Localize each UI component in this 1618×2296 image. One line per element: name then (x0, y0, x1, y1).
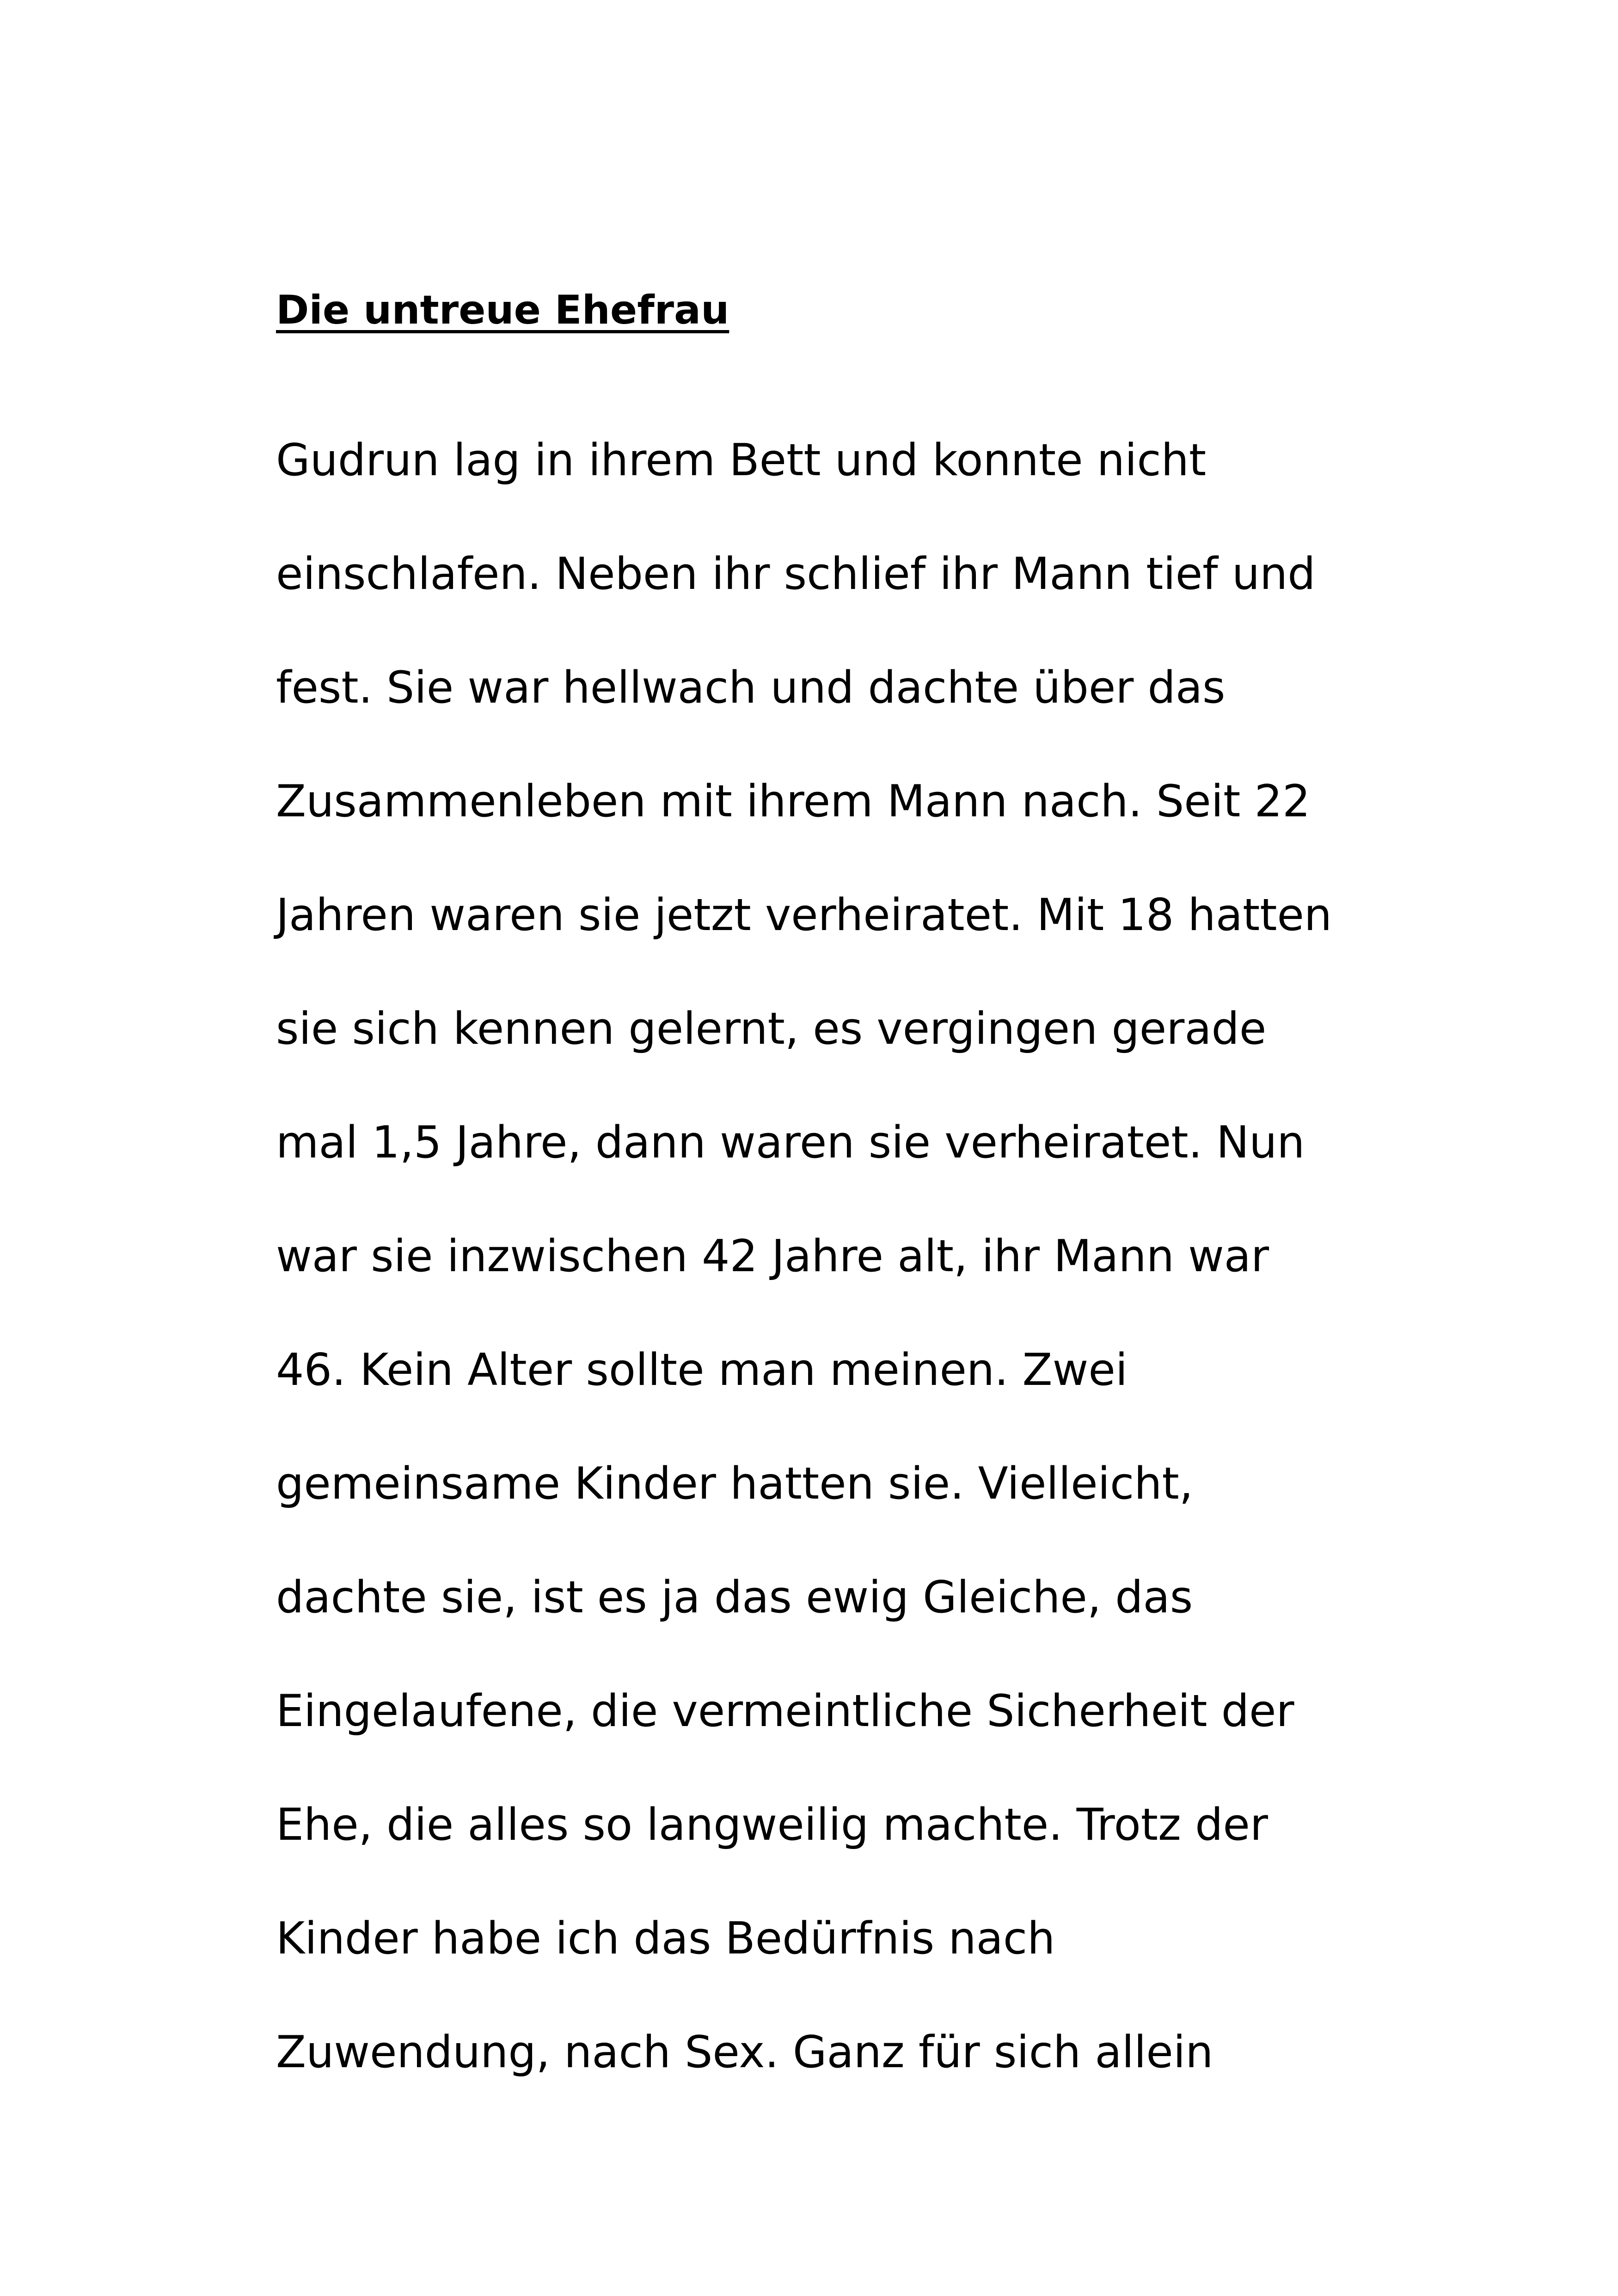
body-text-line: Zusammenleben mit ihrem Mann nach. Seit 22 (276, 776, 1311, 827)
body-text-line: Ehe, die alles so langweilig machte. Trotz der (276, 1800, 1268, 1850)
body-text-line: Gudrun lag in ihrem Bett und konnte nicht (276, 435, 1207, 486)
document-title: Die untreue Ehefrau (276, 287, 729, 333)
body-text-line: Eingelaufene, die vermeintliche Sicherheit der (276, 1686, 1294, 1737)
body-text-line: gemeinsame Kinder hatten sie. Vielleicht, (276, 1458, 1193, 1509)
body-text-line: fest. Sie war hellwach und dachte über das (276, 662, 1226, 713)
body-text-line: dachte sie, ist es ja das ewig Gleiche, das (276, 1572, 1193, 1623)
body-text-line: einschlafen. Neben ihr schlief ihr Mann tief und (276, 549, 1316, 600)
body-text-line: sie sich kennen gelernt, es vergingen gerade (276, 1004, 1267, 1054)
body-text-line: mal 1,5 Jahre, dann waren sie verheiratet. Nun (276, 1117, 1305, 1168)
body-text-line: Zuwendung, nach Sex. Ganz für sich allein (276, 2027, 1214, 2078)
body-text-line: war sie inzwischen 42 Jahre alt, ihr Mann war (276, 1231, 1269, 1282)
body-text-line: Jahren waren sie jetzt verheiratet. Mit 18 hatten (276, 890, 1332, 941)
body-text-line: 46. Kein Alter sollte man meinen. Zwei (276, 1345, 1128, 1396)
body-text-line: Kinder habe ich das Bedürfnis nach (276, 1913, 1055, 1964)
